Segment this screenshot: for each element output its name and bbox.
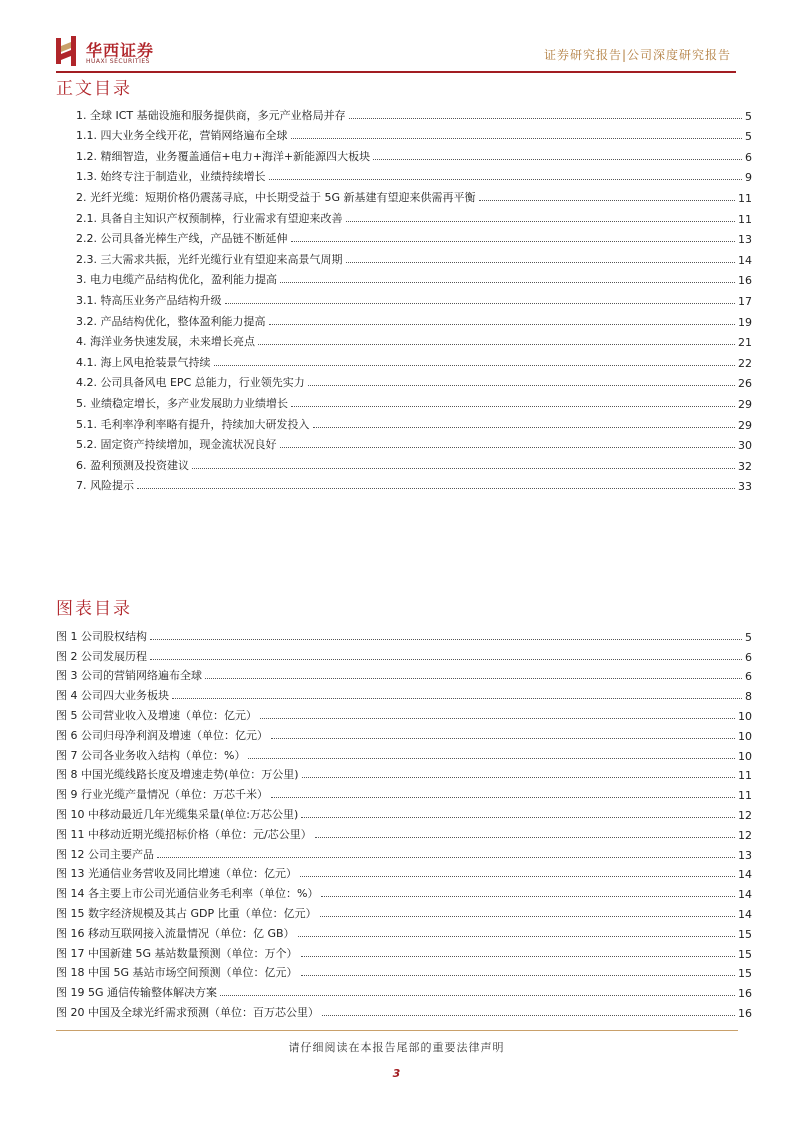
dot-leader bbox=[157, 857, 735, 858]
toc-entry-label: 5. 业绩稳定增长，多产业发展助力业绩增长 bbox=[76, 396, 288, 410]
toc-entry[interactable] bbox=[76, 432, 752, 453]
toc-entry-page: 17 bbox=[738, 294, 752, 308]
figure-entry-page: 15 bbox=[738, 947, 752, 961]
dot-leader bbox=[346, 262, 736, 263]
figure-entry[interactable] bbox=[56, 703, 752, 723]
dot-leader bbox=[298, 936, 735, 937]
figure-entry-label: 图 18 中国 5G 基站市场空间预测（单位：亿元） bbox=[56, 966, 298, 980]
toc-entry-label: 6. 盈利预测及投资建议 bbox=[76, 458, 189, 472]
dot-leader bbox=[346, 221, 736, 222]
toc-entry-label: 7. 风险提示 bbox=[76, 479, 134, 493]
dot-leader bbox=[225, 303, 736, 304]
figure-entry-page: 12 bbox=[738, 808, 752, 822]
dot-leader bbox=[269, 179, 743, 180]
figure-entry[interactable] bbox=[56, 763, 752, 783]
toc-list bbox=[76, 102, 752, 493]
figure-entry-page: 12 bbox=[738, 828, 752, 842]
toc-entry-label: 4.1. 海上风电抢装景气持续 bbox=[76, 355, 211, 369]
toc-entry[interactable] bbox=[76, 349, 752, 370]
toc-entry-page: 32 bbox=[738, 459, 752, 473]
dot-leader bbox=[280, 447, 736, 448]
dot-leader bbox=[291, 406, 735, 407]
figure-entry-label: 图 14 各主要上市公司光通信业务毛利率（单位：%） bbox=[56, 887, 319, 901]
figure-entry[interactable] bbox=[56, 842, 752, 862]
figure-entry-label: 图 7 公司各业务收入结构（单位：%） bbox=[56, 748, 246, 762]
toc-entry-label: 4. 海洋业务快速发展，未来增长亮点 bbox=[76, 335, 255, 349]
figure-entry-page: 16 bbox=[738, 1006, 752, 1020]
toc-entry-page: 29 bbox=[738, 397, 752, 411]
dot-leader bbox=[308, 385, 735, 386]
toc-entry-label: 3. 电力电缆产品结构优化，盈利能力提高 bbox=[76, 273, 277, 287]
dot-leader bbox=[313, 427, 736, 428]
page-number: 3 bbox=[392, 1067, 401, 1080]
toc-entry-page: 26 bbox=[738, 377, 752, 391]
dot-leader bbox=[479, 200, 735, 201]
figure-entry[interactable] bbox=[56, 862, 752, 882]
figures-title: 图表目录 bbox=[56, 599, 132, 619]
dot-leader bbox=[301, 817, 735, 818]
toc-entry[interactable] bbox=[76, 390, 752, 411]
figure-entry-label: 图 6 公司归母净利润及增速（单位：亿元） bbox=[56, 728, 268, 742]
figure-entry[interactable] bbox=[56, 802, 752, 822]
toc-entry[interactable] bbox=[76, 143, 752, 164]
toc-entry-page: 16 bbox=[738, 274, 752, 288]
toc-entry-label: 3.1. 特高压业务产品结构升级 bbox=[76, 293, 222, 307]
toc-entry-page: 9 bbox=[745, 171, 752, 185]
toc-entry[interactable] bbox=[76, 411, 752, 432]
figure-entry-page: 14 bbox=[738, 888, 752, 902]
toc-entry-label: 4.2. 公司具备风电 EPC 总能力，行业领先实力 bbox=[76, 376, 305, 390]
dot-leader bbox=[172, 698, 742, 699]
dot-leader bbox=[137, 488, 735, 489]
figure-entry-label: 图 5 公司营业收入及增速（单位：亿元） bbox=[56, 708, 257, 722]
toc-entry[interactable] bbox=[76, 246, 752, 267]
figure-entry[interactable] bbox=[56, 980, 752, 1000]
toc-entry[interactable] bbox=[76, 267, 752, 288]
figure-entry-page: 6 bbox=[745, 670, 752, 684]
figure-entry-label: 图 17 中国新建 5G 基站数量预测（单位：万个） bbox=[56, 946, 298, 960]
figure-entry[interactable] bbox=[56, 664, 752, 684]
figure-entry-page: 11 bbox=[738, 789, 752, 803]
figure-entry-page: 6 bbox=[745, 650, 752, 664]
dot-leader bbox=[373, 159, 742, 160]
dot-leader bbox=[349, 118, 742, 119]
figure-entry[interactable] bbox=[56, 723, 752, 743]
toc-entry-label: 1. 全球 ICT 基础设施和服务提供商，多元产业格局并存 bbox=[76, 108, 346, 122]
toc-entry-page: 19 bbox=[738, 315, 752, 329]
page-header bbox=[0, 0, 793, 74]
toc-entry[interactable] bbox=[76, 370, 752, 391]
toc-entry[interactable] bbox=[76, 123, 752, 144]
toc-entry[interactable] bbox=[76, 287, 752, 308]
figure-entry-label: 图 2 公司发展历程 bbox=[56, 649, 147, 663]
figure-entry-label: 图 16 移动互联网接入流量情况（单位：亿 GB） bbox=[56, 926, 295, 940]
figure-entry-page: 8 bbox=[745, 690, 752, 704]
figure-entry[interactable] bbox=[56, 881, 752, 901]
logo-chinese-name: 华西证券 bbox=[86, 41, 155, 60]
figure-entry-page: 11 bbox=[738, 769, 752, 783]
dot-leader bbox=[300, 876, 735, 877]
figure-entry[interactable] bbox=[56, 941, 752, 961]
dot-leader bbox=[260, 718, 735, 719]
dot-leader bbox=[301, 975, 735, 976]
dot-leader bbox=[214, 365, 736, 366]
dot-leader bbox=[150, 639, 742, 640]
toc-entry-label: 2. 光纤光缆：短期价格仍震荡寻底，中长期受益于 5G 新基建有望迎来供需再平衡 bbox=[76, 190, 476, 204]
figure-entry[interactable] bbox=[56, 901, 752, 921]
toc-entry[interactable] bbox=[76, 102, 752, 123]
figure-entry-page: 14 bbox=[738, 868, 752, 882]
figure-entry[interactable] bbox=[56, 743, 752, 763]
toc-entry-page: 11 bbox=[738, 212, 752, 226]
toc-entry-label: 1.1. 四大业务全线开花，营销网络遍布全球 bbox=[76, 129, 288, 143]
dot-leader bbox=[269, 324, 736, 325]
figure-entry-page: 5 bbox=[745, 630, 752, 644]
toc-entry-page: 22 bbox=[738, 356, 752, 370]
dot-leader bbox=[302, 777, 735, 778]
figure-entry-page: 10 bbox=[738, 729, 752, 743]
dot-leader bbox=[192, 468, 735, 469]
figure-entry-page: 10 bbox=[738, 709, 752, 723]
figure-entry-label: 图 12 公司主要产品 bbox=[56, 847, 154, 861]
toc-entry-page: 5 bbox=[745, 109, 752, 123]
dot-leader bbox=[271, 797, 735, 798]
toc-entry[interactable] bbox=[76, 329, 752, 350]
figure-entry[interactable] bbox=[56, 921, 752, 941]
legal-notice: 请仔细阅读在本报告尾部的重要法律声明 bbox=[288, 1041, 505, 1054]
dot-leader bbox=[291, 241, 736, 242]
dot-leader bbox=[205, 678, 742, 679]
dot-leader bbox=[271, 738, 735, 739]
figure-entry-label: 图 3 公司的营销网络遍布全球 bbox=[56, 669, 202, 683]
figure-entry[interactable] bbox=[56, 961, 752, 981]
toc-entry-label: 5.1. 毛利率净利率略有提升，持续加大研发投入 bbox=[76, 417, 310, 431]
figure-entry-label: 图 1 公司股权结构 bbox=[56, 629, 147, 643]
toc-entry-page: 13 bbox=[738, 233, 752, 247]
figure-entry-label: 图 11 中移动近期光缆招标价格（单位：元/芯公里） bbox=[56, 827, 312, 841]
toc-entry-label: 5.2. 固定资产持续增加，现金流状况良好 bbox=[76, 438, 277, 452]
toc-entry-page: 33 bbox=[738, 480, 752, 494]
figure-entry[interactable] bbox=[56, 782, 752, 802]
figure-entry-label: 图 19 5G 通信传输整体解决方案 bbox=[56, 986, 218, 1000]
toc-entry-page: 30 bbox=[738, 439, 752, 453]
figure-entry-page: 14 bbox=[738, 907, 752, 921]
dot-leader bbox=[150, 659, 742, 660]
figure-entry-page: 10 bbox=[738, 749, 752, 763]
figure-entry[interactable] bbox=[56, 624, 752, 644]
toc-title: 正文目录 bbox=[56, 79, 132, 99]
toc-entry-page: 14 bbox=[738, 253, 752, 267]
toc-entry-label: 3.2. 产品结构优化，整体盈利能力提高 bbox=[76, 314, 266, 328]
dot-leader bbox=[322, 1015, 735, 1016]
toc-entry-label: 2.1. 具备自主知识产权预制棒，行业需求有望迎来改善 bbox=[76, 211, 343, 225]
huaxi-logo-icon bbox=[56, 36, 80, 66]
toc-entry[interactable] bbox=[76, 473, 752, 494]
figure-entry-label: 图 8 中国光缆线路长度及增速走势(单位：万公里) bbox=[56, 768, 299, 782]
figure-entry[interactable] bbox=[56, 644, 752, 664]
footer-divider bbox=[56, 1030, 738, 1031]
toc-entry[interactable] bbox=[76, 164, 752, 185]
toc-entry-page: 5 bbox=[745, 130, 752, 144]
figure-entry-label: 图 9 行业光缆产量情况（单位：万芯千米） bbox=[56, 788, 268, 802]
toc-entry-label: 1.2. 精细智造，业务覆盖通信+电力+海洋+新能源四大板块 bbox=[76, 149, 371, 163]
dot-leader bbox=[321, 896, 735, 897]
toc-entry-page: 29 bbox=[738, 418, 752, 432]
dot-leader bbox=[291, 138, 743, 139]
header-divider bbox=[56, 71, 736, 73]
dot-leader bbox=[301, 956, 735, 957]
toc-entry[interactable] bbox=[76, 452, 752, 473]
figure-entry-page: 15 bbox=[738, 967, 752, 981]
figure-entry-label: 图 4 公司四大业务板块 bbox=[56, 689, 169, 703]
dot-leader bbox=[280, 282, 735, 283]
figure-entry-page: 13 bbox=[738, 848, 752, 862]
figure-entry-page: 16 bbox=[738, 987, 752, 1001]
toc-entry-label: 1.3. 始终专注于制造业，业绩持续增长 bbox=[76, 170, 266, 184]
report-type-label: 证券研究报告|公司深度研究报告 bbox=[543, 48, 731, 62]
toc-entry-page: 21 bbox=[738, 336, 752, 350]
dot-leader bbox=[248, 758, 735, 759]
figure-entry[interactable] bbox=[56, 683, 752, 703]
dot-leader bbox=[320, 916, 735, 917]
dot-leader bbox=[258, 344, 735, 345]
dot-leader bbox=[220, 995, 735, 996]
figure-entry[interactable] bbox=[56, 1000, 752, 1020]
figure-entry-label: 图 13 光通信业务营收及同比增速（单位：亿元） bbox=[56, 867, 297, 881]
toc-entry-page: 11 bbox=[738, 191, 752, 205]
figure-entry-label: 图 15 数字经济规模及其占 GDP 比重（单位：亿元） bbox=[56, 906, 317, 920]
logo-english-name: HUAXI SECURITIES bbox=[86, 58, 150, 65]
toc-entry[interactable] bbox=[76, 205, 752, 226]
figures-list bbox=[56, 624, 752, 1020]
dot-leader bbox=[315, 837, 735, 838]
figure-entry-label: 图 20 中国及全球光纤需求预测（单位：百万芯公里） bbox=[56, 1005, 319, 1019]
figure-entry[interactable] bbox=[56, 822, 752, 842]
toc-entry-label: 2.2. 公司具备光棒生产线，产品链不断延伸 bbox=[76, 232, 288, 246]
toc-entry-page: 6 bbox=[745, 150, 752, 164]
figure-entry-label: 图 10 中移动最近几年光缆集采量(单位:万芯公里) bbox=[56, 807, 299, 821]
toc-entry-label: 2.3. 三大需求共振，光纤光缆行业有望迎来高景气周期 bbox=[76, 252, 343, 266]
toc-entry[interactable] bbox=[76, 226, 752, 247]
toc-entry[interactable] bbox=[76, 308, 752, 329]
figure-entry-page: 15 bbox=[738, 927, 752, 941]
toc-entry[interactable] bbox=[76, 184, 752, 205]
